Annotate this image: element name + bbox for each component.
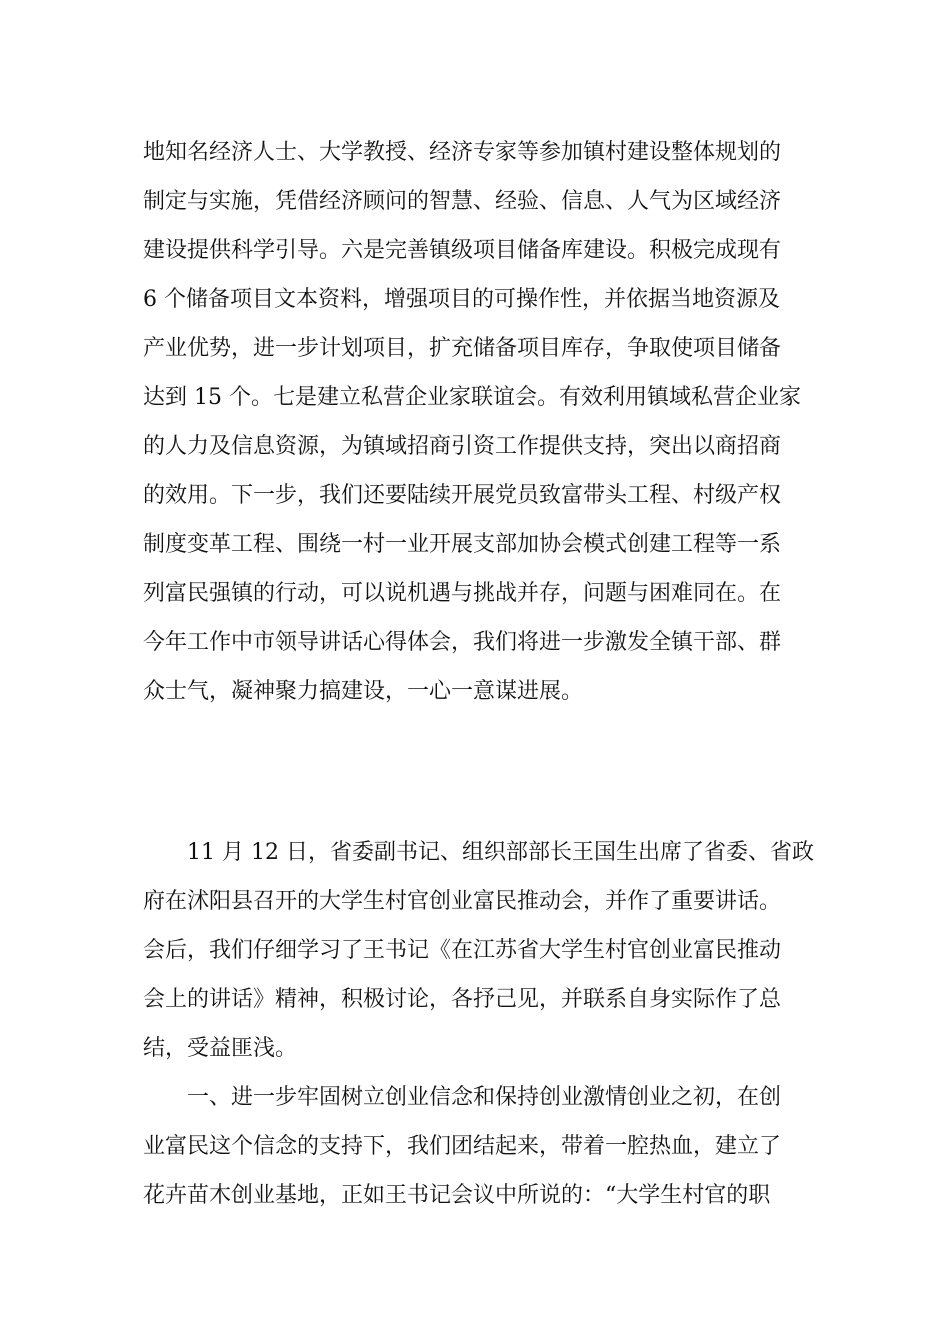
text-line: 府在沭阳县召开的大学生村官创业富民推动会，并作了重要讲话。 bbox=[143, 889, 782, 914]
text-line: 会后，我们仔细学习了王书记《在江苏省大学生村官创业富民推动 bbox=[143, 938, 782, 963]
text-line: 会上的讲话》精神，积极讨论，各抒己见，并联系自身实际作了总 bbox=[143, 987, 782, 1012]
text-line: 地知名经济人士、大学教授、经济专家等参加镇村建设整体规划的 bbox=[143, 140, 782, 165]
paragraph-block-2 bbox=[143, 828, 813, 1220]
text-line: 花卉苗木创业基地，正如王书记会议中所说的：“大学生村官的职 bbox=[143, 1183, 771, 1208]
text-line: 今年工作中市领导讲话心得体会，我们将进一步激发全镇干部、群 bbox=[143, 630, 782, 655]
text-line: 达到 15 个。七是建立私营企业家联谊会。有效利用镇域私营企业家 bbox=[143, 385, 801, 410]
text-line: 的效用。下一步，我们还要陆续开展党员致富带头工程、村级产权 bbox=[143, 483, 782, 508]
text-line: 产业优势，进一步计划项目，扩充储备项目库存，争取使项目储备 bbox=[143, 336, 782, 361]
text-line: 6 个储备项目文本资料，增强项目的可操作性，并依据当地资源及 bbox=[143, 287, 780, 312]
text-line: 11 月 12 日，省委副书记、组织部部长王国生出席了省委、省政 bbox=[143, 840, 814, 865]
text-line: 结，受益匪浅。 bbox=[143, 1036, 298, 1061]
text-line: 建设提供科学引导。六是完善镇级项目储备库建设。积极完成现有 bbox=[143, 238, 782, 263]
text-line: 制度变革工程、围绕一村一业开展支部加协会模式创建工程等一系 bbox=[143, 532, 782, 557]
text-line: 一、进一步牢固树立创业信念和保持创业激情创业之初，在创 bbox=[143, 1085, 782, 1110]
text-line: 列富民强镇的行动，可以说机遇与挑战并存，问题与困难同在。在 bbox=[143, 581, 782, 606]
text-line: 的人力及信息资源，为镇域招商引资工作提供支持，突出以商招商 bbox=[143, 434, 782, 459]
text-line: 众士气，凝神聚力搞建设，一心一意谋进展。 bbox=[143, 679, 584, 704]
text-line: 制定与实施，凭借经济顾问的智慧、经验、信息、人气为区域经济 bbox=[143, 189, 782, 214]
text-line: 业富民这个信念的支持下，我们团结起来，带着一腔热血，建立了 bbox=[143, 1134, 782, 1159]
paragraph-block-1 bbox=[143, 128, 813, 716]
